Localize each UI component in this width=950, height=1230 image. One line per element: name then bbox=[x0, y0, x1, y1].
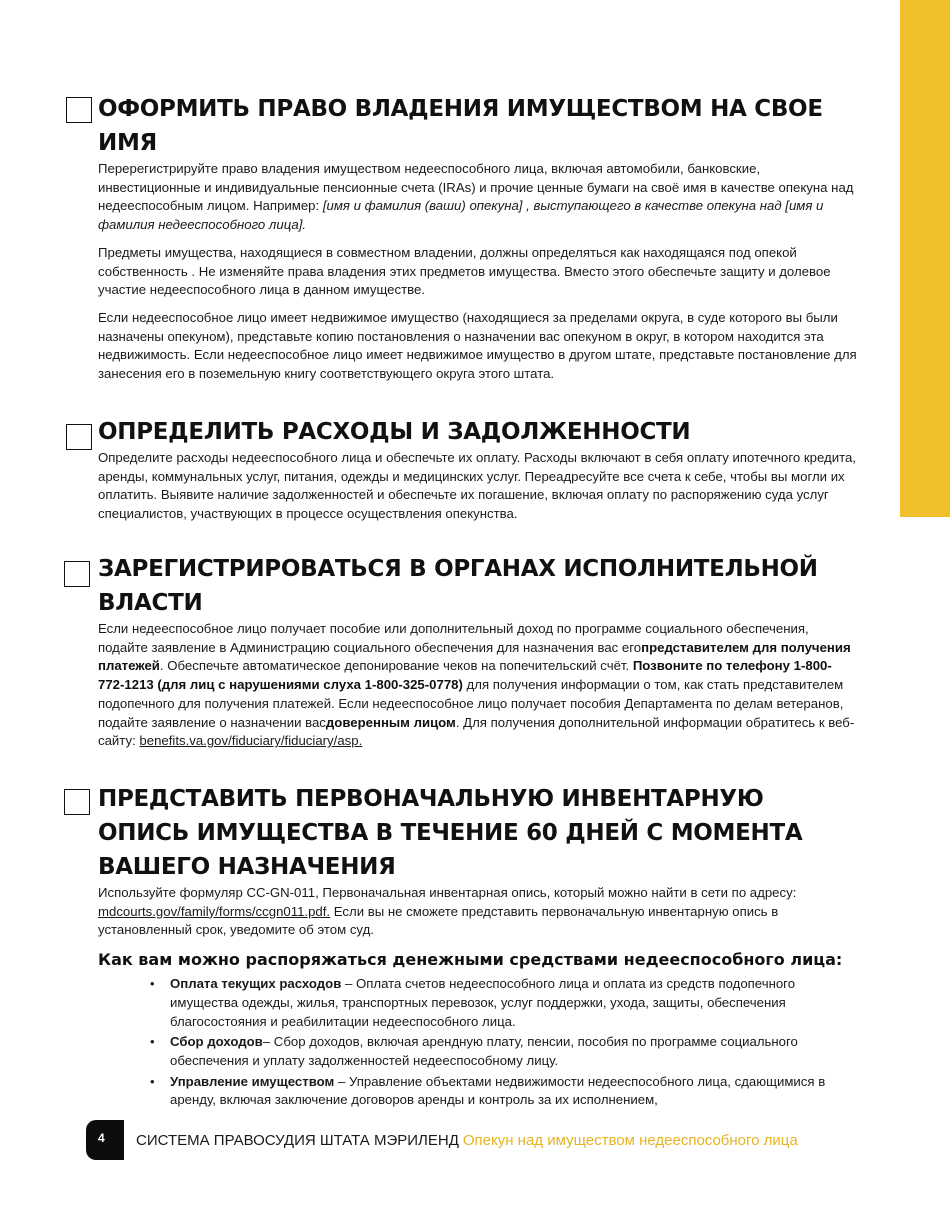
funds-usage-subheading: Как вам можно распоряжаться денежными средствами недееспособного лица: bbox=[98, 950, 843, 970]
list-item: • Оплата текущих расходов – Оплата счетов недееспособного лица и оплата из средств подопечного имущества одежды, жилья, транспортных перевозок, услуг поддержки, ухода, защиты, обеспечения благосостояния и реабилитации недееспособного лица. bbox=[170, 975, 858, 1031]
section-paragraph: Предметы имущества, находящиеся в совместном владении, должны определяться как находящаяся под опекой собственность . Не изменяйте права владения этих предметов имущества. Вместо этого обеспечьте защиту и долевое участие недееспособного лица в данном имуществе. bbox=[98, 244, 831, 298]
section-paragraph: Используйте формуляр CC-GN-011, Первоначальная инвентарная опись, который можно найти в сети по адресу: mdcourts.gov/family/forms/ccgn011.pdf. Если вы не сможете представить первоначальную инвентарную опись в установленный срок, уведомите об этом суд. bbox=[98, 885, 797, 938]
footer-title: СИСТЕМА ПРАВОСУДИЯ ШТАТА МЭРИЛЕНД Опекун над имуществом недееспособного лица bbox=[136, 1132, 798, 1149]
yellow-side-tab bbox=[900, 0, 950, 517]
checkbox-register-agencies[interactable] bbox=[64, 561, 90, 587]
section-initial-inventory bbox=[98, 782, 858, 1112]
checkbox-initial-inventory[interactable] bbox=[64, 789, 90, 815]
section-transfer-ownership bbox=[98, 92, 858, 393]
section-heading: ОФОРМИТЬ ПРАВО ВЛАДЕНИЯ ИМУЩЕСТВОМ НА СВОЕ ИМЯ bbox=[98, 96, 823, 156]
section-paragraph: Если недееспособное лицо получает пособие или дополнительный доход по программе социального обеспечения, подайте заявление в Администрацию социального обеспечения для назначения вас егопредставителем для получения платежей. Обеспечьте автоматическое депонирование чеков на попечительский счёт. Позвоните по телефону 1-800-772-1213 (для лиц с нарушениями слуха 1-800-325-0778) для получения информации о том, как стать представителем подопечного для получения платежей. Если недееспособное лицо получает пособия Департамента по делам ветеранов, подайте заявление о назначении васдоверенным лицом. Для получения дополнительной информации обратитесь к веб-сайту: benefits.va.gov/fiduciary/fiduciary/asp. bbox=[98, 621, 855, 749]
footer-subtitle: Опекун над имуществом недееспособного лица bbox=[462, 1132, 798, 1149]
page-number: 4 bbox=[86, 1120, 124, 1160]
section-paragraph: Определите расходы недееспособного лица и обеспечьте их оплату. Расходы включают в себя оплату ипотечного кредита, аренды, коммунальных услуг, питания, одежды и медицинских услуг. Переадресуйте все счета к себе, чтобы вы могли их оплатить. Выявите наличие задолженностей и обеспечьте их погашение, включая оплату по распоряжению суда услуг специалистов, участвующих в процессе осуществления опекунства. bbox=[98, 450, 856, 522]
section-paragraph: Перерегистрируйте право владения имуществом недееспособного лица, включая автомобили, банковские, инвестиционные и индивидуальные пенсионные счета (IRAs) и прочие ценные бумаги на своё имя в качестве опекуна над недееспособным лицом. Например: [имя и фамилия (ваши) опекуна] , выступающего в качестве опекуна над [имя и фамилия недееспособного лица]. bbox=[98, 161, 854, 233]
page-footer bbox=[86, 1120, 886, 1160]
section-heading: ПРЕДСТАВИТЬ ПЕРВОНАЧАЛЬНУЮ ИНВЕНТАРНУЮ ОПИСЬ ИМУЩЕСТВА В ТЕЧЕНИЕ 60 ДНЕЙ С МОМЕНТА ВАШЕГО НАЗНАЧЕНИЯ bbox=[98, 786, 803, 880]
section-expenses-debts bbox=[98, 415, 858, 533]
section-register-agencies bbox=[98, 552, 858, 760]
section-heading: ОПРЕДЕЛИТЬ РАСХОДЫ И ЗАДОЛЖЕННОСТИ bbox=[98, 419, 691, 445]
section-heading: ЗАРЕГИСТРИРОВАТЬСЯ В ОРГАНАХ ИСПОЛНИТЕЛЬНОЙ ВЛАСТИ bbox=[98, 556, 818, 616]
checkbox-expenses-debts[interactable] bbox=[66, 424, 92, 450]
funds-usage-list bbox=[98, 975, 858, 1110]
section-paragraph: Если недееспособное лицо имеет недвижимое имущество (находящиеся за пределами округа, в суде которого вы были назначены опекуном), представьте копию постановления о назначении вас опекуном в округ, в котором находится эта недвижимость. Если недееспособное лицо имеет недвижимое имущество в другом штате, представьте постановление для занесения его в поземельную книгу соответствующего округа этого штата. bbox=[98, 309, 857, 382]
list-item: • Управление имуществом – Управление объектами недвижимости недееспособного лица, сдающимися в аренду, включая заключение договоров аренды и контроль за их исполнением, bbox=[170, 1073, 858, 1110]
list-item: • Сбор доходов– Сбор доходов, включая арендную плату, пенсии, пособия по программе социального обеспечения и уплату задолженностей недееспособному лицу. bbox=[170, 1033, 858, 1070]
inventory-form-link[interactable]: mdcourts.gov/family/forms/ccgn011.pdf. bbox=[98, 903, 331, 919]
va-fiduciary-link[interactable]: benefits.va.gov/fiduciary/fiduciary/asp. bbox=[139, 733, 363, 749]
checkbox-transfer-ownership[interactable] bbox=[66, 97, 92, 123]
